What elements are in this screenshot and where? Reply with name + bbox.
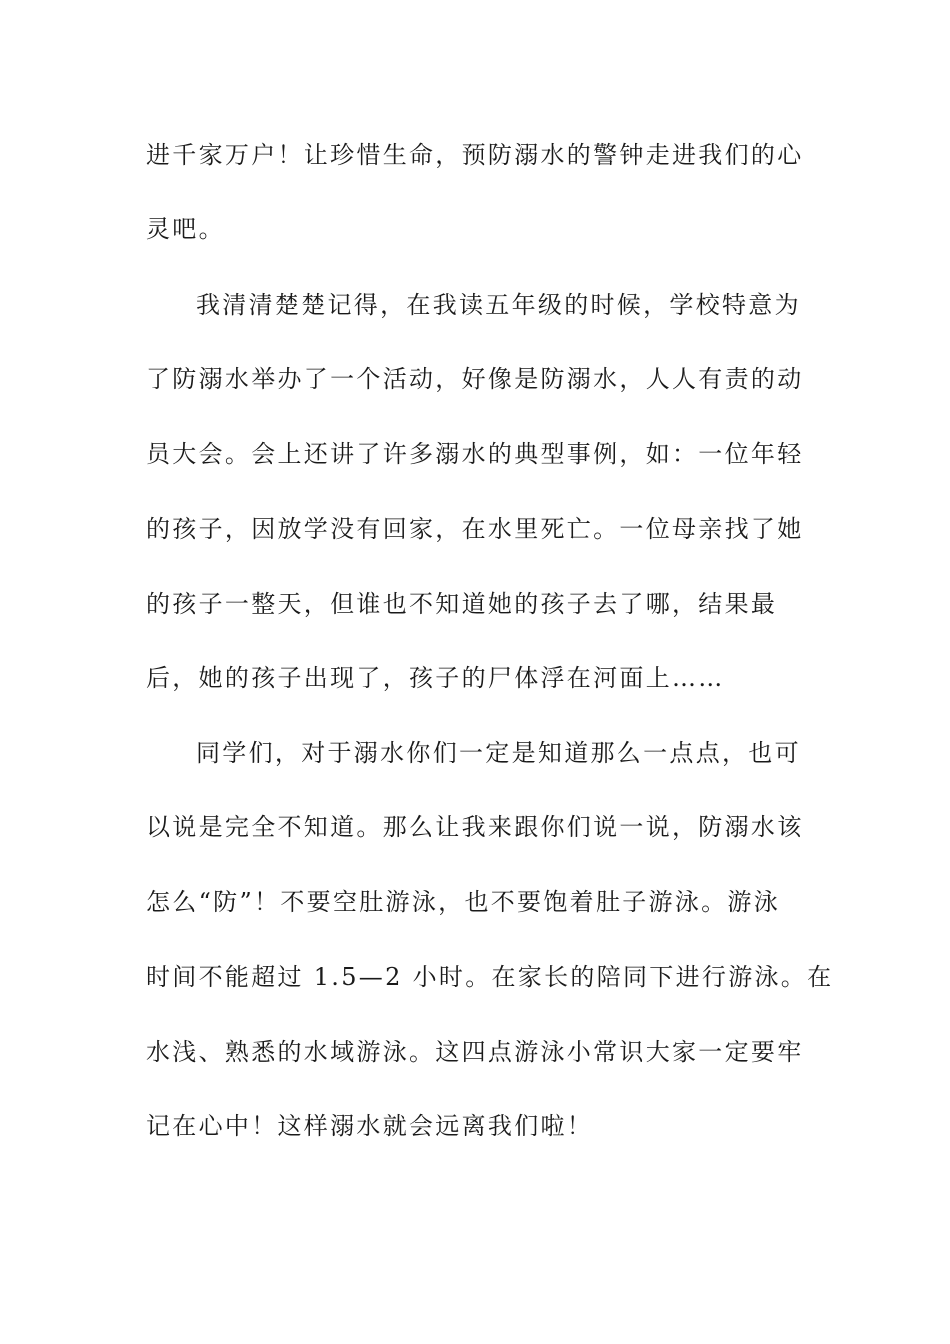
text-line: 灵吧。 xyxy=(146,215,225,243)
text-line: 记在心中！这样溺水就会远离我们啦！ xyxy=(146,1112,594,1140)
text-line: 时间不能超过 1.5—2 小时。在家长的陪同下进行游泳。在 xyxy=(146,963,834,991)
text-line: 了防溺水举办了一个活动，好像是防溺水，人人有责的动 xyxy=(146,365,804,393)
paragraph-first-line: 同学们，对于溺水你们一定是知道那么一点点，也可 xyxy=(196,739,801,767)
text-line: 怎么“防”！不要空肚游泳，也不要饱着肚子游泳。游泳 xyxy=(146,888,781,916)
paragraph-first-line: 我清清楚楚记得，在我读五年级的时候，学校特意为 xyxy=(196,291,801,319)
text-line: 的孩子，因放学没有回家，在水里死亡。一位母亲找了她 xyxy=(146,515,804,543)
text-line: 员大会。会上还讲了许多溺水的典型事例，如：一位年轻 xyxy=(146,440,804,468)
text-line: 水浅、熟悉的水域游泳。这四点游泳小常识大家一定要牢 xyxy=(146,1038,804,1066)
text-line: 以说是完全不知道。那么让我来跟你们说一说，防溺水该 xyxy=(146,813,804,841)
text-line: 进千家万户！让珍惜生命，预防溺水的警钟走进我们的心 xyxy=(146,141,804,169)
text-line: 的孩子一整天，但谁也不知道她的孩子去了哪，结果最 xyxy=(146,590,778,618)
text-line: 后，她的孩子出现了，孩子的尸体浮在河面上…… xyxy=(146,664,725,692)
